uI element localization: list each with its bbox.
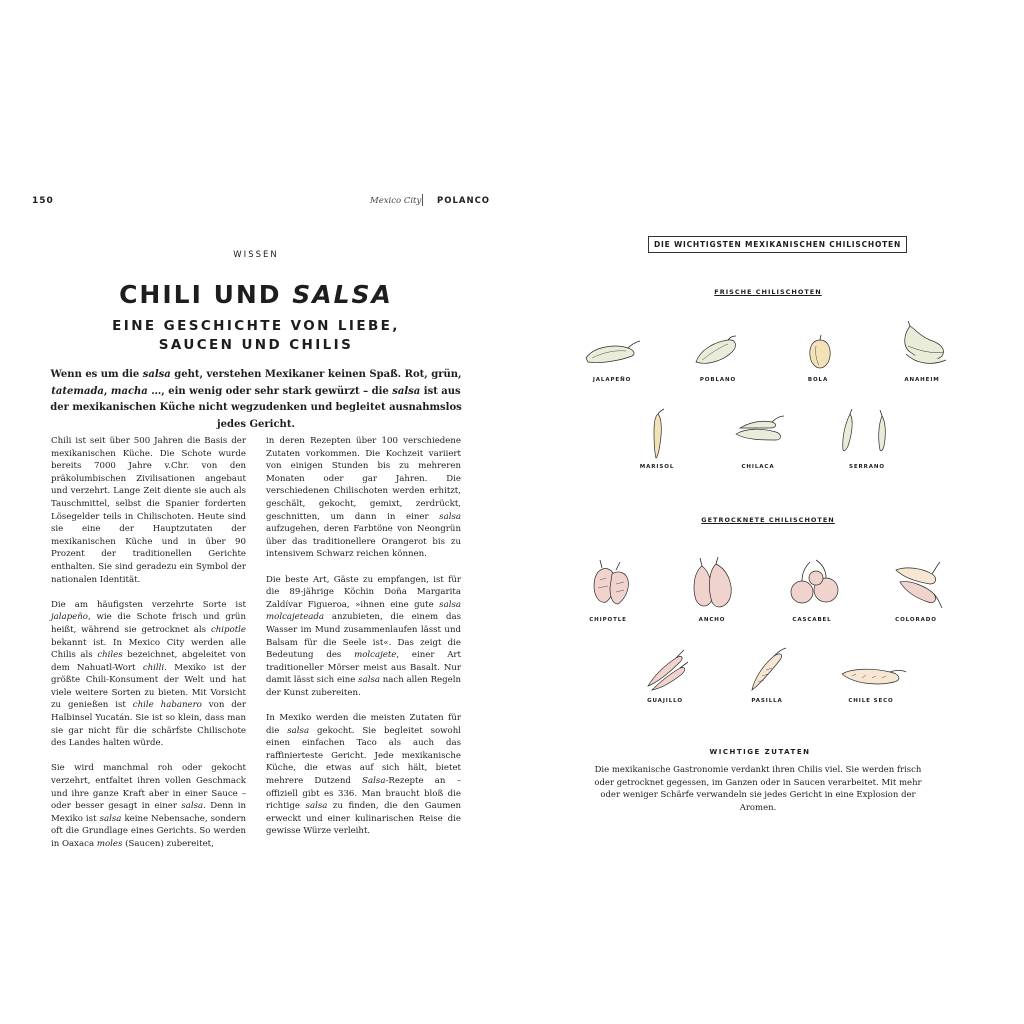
chili-label-marisol: MARISOL [639, 464, 675, 470]
poblano-chili-icon [692, 334, 742, 368]
title-plain: CHILI UND [119, 280, 293, 309]
body-column-1 [51, 435, 246, 863]
marisol-chili-icon [648, 408, 668, 460]
running-header-city: Mexico City [370, 196, 422, 206]
lead-text: , [103, 385, 111, 397]
page-number: 150 [32, 196, 54, 206]
chili-label-chilaca: CHILACA [741, 464, 775, 470]
lead-text: geht, verstehen Mexikaner keinen Spaß. Rot, grün, [170, 369, 462, 380]
pasilla-chili-icon [746, 646, 790, 694]
lead-italic: salsa [142, 369, 171, 380]
serrano-chili-icon [836, 408, 896, 454]
lead-text: Wenn es um die [50, 369, 143, 380]
chili-label-pasilla: PASILLA [751, 698, 783, 704]
ingredients-heading: WICHTIGE ZUTATEN [709, 748, 811, 756]
colorado-chili-icon [892, 558, 944, 612]
body-paragraph: Die beste Art, Gäste zu empfangen, ist für die 89-jährige Köchin Doña Margarita Zaldívar Figueroa, »ihnen eine gute salsa molcajeteada anzubieten, die einem das Wasser im Mund zusammenlaufen lässt und Balsam für die Seele ist«. Das zeigt die Bedeutung des molcajete, einer Art traditioneller Mörser meist aus Basalt. Nur damit lässt sich eine salsa nach allen Regeln der Kunst zubereiten. [266, 574, 461, 698]
fresh-chilis-heading: FRISCHE CHILISCHOTEN [714, 288, 822, 296]
lead-paragraph [50, 367, 462, 433]
chili-label-poblano: POBLANO [699, 377, 737, 383]
chili-label-chipotle: CHIPOTLE [589, 617, 627, 623]
body-column-2 [266, 435, 461, 851]
body-paragraph: in deren Rezepten über 100 verschiedene Zutaten vorkommen. Die Kochzeit variiert von einigen Stunden bis zu mehreren Monaten oder gar Jahren. Die verschiedenen Chilischoten werden erhitzt, geschält, gekocht, gemixt, zerdrückt, geschnitten, um dann in einer salsa aufzugehen, deren Farbtöne von Neongrün über das traditionellere Orangerot bis zu intensivem Schwarz reichen können. [266, 436, 461, 560]
subtitle-line-1: EINE GESCHICHTE VON LIEBE, [112, 318, 400, 334]
title-italic: SALSA [292, 280, 393, 309]
chili-label-jalapeno: JALAPEÑO [592, 377, 632, 383]
chili-label-cascabel: CASCABEL [792, 617, 832, 623]
jalapeno-chili-icon [582, 338, 642, 368]
chili-label-bola: BOLA [807, 377, 829, 383]
chili-label-ancho: ANCHO [698, 617, 726, 623]
chipotle-chili-icon [588, 558, 634, 610]
chili-label-chile-seco: CHILE SECO [848, 698, 894, 704]
chile-seco-chili-icon [838, 660, 908, 692]
ancho-chili-icon [686, 556, 742, 612]
subtitle-line-2: SAUCEN UND CHILIS [158, 337, 354, 353]
article-title [0, 280, 512, 309]
article-subtitle [0, 317, 512, 355]
cascabel-chili-icon [788, 558, 842, 608]
header-divider [422, 194, 423, 206]
bola-chili-icon [806, 334, 834, 370]
lead-italic: macha [110, 385, 148, 397]
chili-label-anaheim: ANAHEIM [904, 377, 940, 383]
body-paragraph: Sie wird manchmal roh oder gekocht verzehrt, entfaltet ihren vollen Geschmack und ihre ganze Kraft aber in einer Sauce – oder besser gesagt in einer salsa. Denn in Mexiko ist salsa keine Nebensache, sondern oft die Grundlage eines Gerichts. So werden in Oaxaca moles (Saucen) zubereitet, [51, 763, 246, 849]
section-label: WISSEN [233, 250, 279, 260]
chili-infographic-heading: DIE WICHTIGSTEN MEXIKANISCHEN CHILISCHOTEN [648, 236, 907, 253]
dried-chilis-heading: GETROCKNETE CHILISCHOTEN [701, 516, 835, 524]
body-paragraph: Die am häufigsten verzehrte Sorte ist jalapeño, wie die Schote frisch und grün heißt, während sie getrocknet als chipotle bekannt ist. In Mexico City werden alle Chilis als chiles bezeichnet, abgeleitet von dem Nahuatl-Wort chilli. Mexiko ist der größte Chili-Konsument der Welt und hat viele weitere Sorten zu bieten. Mit Vorsicht zu genießen ist chile habanero von der Halbinsel Yucatán. Sie ist so klein, dass man sie gar nicht für die schärfste Chilischote des Landes halten würde. [51, 599, 246, 749]
chili-label-colorado: COLORADO [895, 617, 937, 623]
lead-text: …, ein wenig oder sehr stark gewürzt – die [147, 385, 393, 397]
lead-italic: tatemada [51, 385, 104, 397]
lead-text: ist aus der mexikanischen Küche nicht wegzudenken und begleitet ausnahmslos jedes Gericht. [50, 385, 462, 430]
chili-label-guajillo: GUAJILLO [647, 698, 683, 704]
ingredients-text: Die mexikanische Gastronomie verdankt ihren Chilis viel. Sie werden frisch oder getrocknet gegessen, im Ganzen oder in Saucen verarbeitet. Mit mehr oder weniger Schärfe verwandeln sie jedes Gericht in eine Explosion der Aromen. [594, 765, 922, 813]
chilaca-chili-icon [732, 414, 786, 448]
guajillo-chili-icon [640, 646, 690, 694]
body-paragraph: Chili ist seit über 500 Jahren die Basis der mexikanischen Küche. Die Schote wurde bereits 7000 Jahre v.Chr. von den präkolumbischen Zivilisationen angebaut und verzehrt. Lange Zeit diente sie auch als Tauschmittel, selbst die Spanier forderten Lösegelder teils in Chilischoten. Heute sind sie eine der Hauptzutaten der mexikanischen Küche und in über 90 Prozent der traditionellen Gerichte enthalten. Sie sind geradezu ein Symbol der nationalen Identität. [51, 436, 246, 585]
body-paragraph: In Mexiko werden die meisten Zutaten für die salsa gekocht. Sie begleitet sowohl einen einfachen Taco als auch das raffinierteste Gericht. Jede mexikanische Küche, die etwas auf sich hält, bietet mehrere Dutzend Salsa-Rezepte an – offiziell gibt es 336. Man braucht bloß die richtige salsa zu finden, die den Gaumen erweckt und einer kulinarischen Reise die gewisse Würze verleiht. [266, 713, 462, 837]
lead-italic: salsa [392, 385, 421, 397]
running-header-district: POLANCO [437, 196, 491, 206]
chili-label-serrano: SERRANO [848, 464, 886, 470]
anaheim-chili-icon [900, 320, 950, 370]
